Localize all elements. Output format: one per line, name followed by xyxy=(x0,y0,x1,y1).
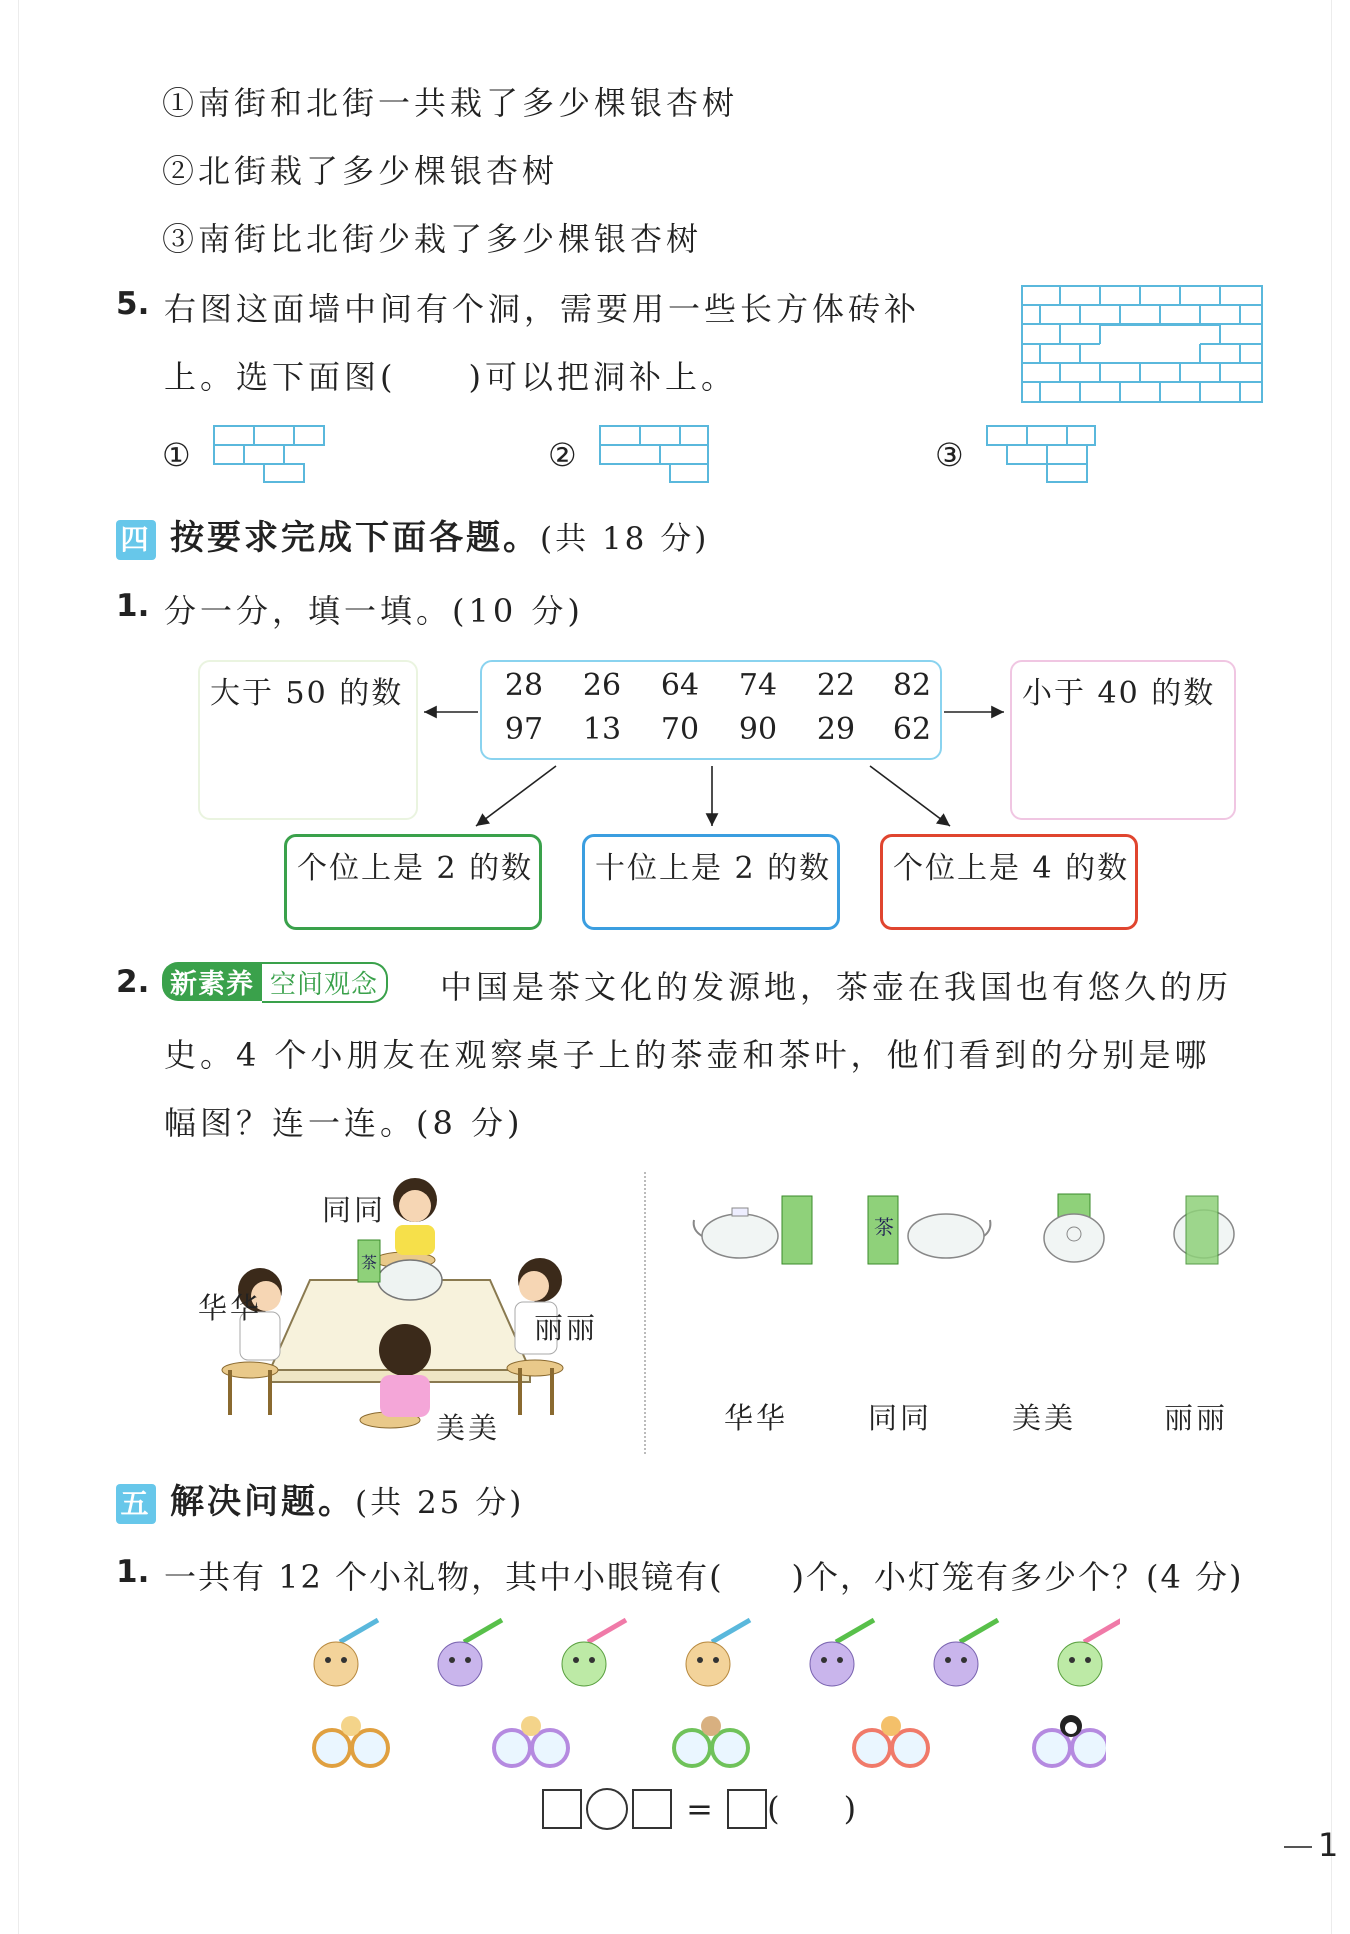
lantern-gift xyxy=(686,1620,750,1686)
glasses-gift xyxy=(674,1716,748,1766)
equation-unit-paren: ( ) xyxy=(767,1789,857,1828)
box-greater-than-50-label: 大于 50 的数 xyxy=(210,676,404,711)
arrow-to-ones4 xyxy=(870,766,950,826)
section-5-heading xyxy=(116,1474,524,1524)
number-cell: 62 xyxy=(892,712,932,747)
sub-question-1: ①南街和北街一共栽了多少棵银杏树 xyxy=(162,84,739,122)
page-number-dash xyxy=(1284,1846,1312,1848)
lantern-gift xyxy=(934,1620,998,1686)
lantern-gift xyxy=(562,1620,626,1686)
glasses-gifts-row xyxy=(306,1710,1106,1780)
number-cell: 22 xyxy=(816,668,856,703)
q4-2-line3: 幅图？连一连。(8 分) xyxy=(164,1104,524,1142)
box-ones-digit-2-label: 个位上是 2 的数 xyxy=(297,851,534,886)
lantern-gift xyxy=(314,1620,378,1686)
q4-2-line1: 中国是茶文化的发源地，茶壶在我国也有悠久的历 xyxy=(440,968,1233,1006)
section-5-title: 解决问题。 xyxy=(170,1482,355,1522)
equation-row xyxy=(542,1784,856,1831)
q4-1-text: 分一分，填一填。(10 分) xyxy=(164,592,584,630)
q5-line2: 上。选下面图( )可以把洞补上。 xyxy=(164,358,737,396)
lantern-gift xyxy=(438,1620,502,1686)
equation-equals: = xyxy=(686,1789,713,1828)
equation-box-2[interactable] xyxy=(632,1789,672,1829)
scene-name-top: 同同 xyxy=(322,1193,387,1227)
sorting-arrows xyxy=(0,0,1350,960)
equation-operator-circle[interactable] xyxy=(586,1788,628,1830)
number-cell: 29 xyxy=(816,712,856,747)
glasses-gift xyxy=(494,1716,568,1766)
answer-name-1: 华华 xyxy=(724,1401,789,1435)
page-number: 1 xyxy=(1318,1826,1339,1864)
equation-result-box[interactable] xyxy=(727,1789,767,1829)
number-cell: 64 xyxy=(660,668,700,703)
question-number-4-2: 2. xyxy=(116,964,150,1000)
scene-divider xyxy=(644,1172,646,1454)
number-cell: 28 xyxy=(504,668,544,703)
q5-option-2-label: ② xyxy=(548,436,581,474)
answer-name-4: 丽丽 xyxy=(1164,1401,1229,1435)
view-picture-4[interactable] xyxy=(1164,1190,1244,1270)
box-tens-digit-2-label: 十位上是 2 的数 xyxy=(595,851,832,886)
number-cell: 70 xyxy=(660,712,700,747)
section-5-badge: 五 xyxy=(116,1484,156,1524)
scene-name-bottom: 美美 xyxy=(436,1411,501,1445)
glasses-gift xyxy=(1034,1715,1106,1766)
question-number-5-1: 1. xyxy=(116,1554,150,1590)
answer-name-2: 同同 xyxy=(868,1401,933,1435)
section-4-title: 按要求完成下面各题。 xyxy=(170,518,540,558)
section-4-points: (共 18 分) xyxy=(540,521,710,557)
q5-line1: 右图这面墙中间有个洞，需要用一些长方体砖补 xyxy=(164,290,921,328)
q5-option-3-label: ③ xyxy=(935,436,968,474)
number-cell: 97 xyxy=(504,712,544,747)
answer-name-3: 美美 xyxy=(1012,1401,1077,1435)
lantern-gifts-row xyxy=(300,1612,1120,1702)
view-picture-1[interactable] xyxy=(690,1190,820,1270)
q5-option-1-label: ① xyxy=(162,436,195,474)
arrow-to-ones2 xyxy=(476,766,556,826)
q5-1-text: 一共有 12 个小礼物，其中小眼镜有( )个，小灯笼有多少个？(4 分) xyxy=(164,1558,1244,1596)
box-ones-digit-4-label: 个位上是 4 的数 xyxy=(893,851,1130,886)
lantern-gift xyxy=(1058,1620,1120,1686)
section-4-badge: 四 xyxy=(116,520,156,560)
section-5-points: (共 25 分) xyxy=(355,1485,525,1521)
literacy-tag-sub: 空间观念 xyxy=(262,962,388,1003)
lantern-gift xyxy=(810,1620,874,1686)
box-less-than-40-label: 小于 40 的数 xyxy=(1022,676,1216,711)
tea-canister-label: 茶 xyxy=(361,1253,378,1272)
question-number-4-1: 1. xyxy=(116,588,150,624)
number-cell: 26 xyxy=(582,668,622,703)
glasses-gift xyxy=(854,1716,928,1766)
q4-2-line2: 史。4 个小朋友在观察桌子上的茶壶和茶叶，他们看到的分别是哪 xyxy=(164,1036,1211,1074)
sub-question-2: ②北街栽了多少棵银杏树 xyxy=(162,152,559,190)
question-number-5: 5. xyxy=(116,286,150,322)
number-cell: 13 xyxy=(582,712,622,747)
equation-box-1[interactable] xyxy=(542,1789,582,1829)
view-2-tea-label: 茶 xyxy=(874,1215,894,1239)
view-picture-3[interactable] xyxy=(1034,1190,1114,1270)
literacy-tag xyxy=(162,962,388,1003)
number-cell: 82 xyxy=(892,668,932,703)
glasses-gift xyxy=(314,1716,388,1766)
scene-name-left: 华华 xyxy=(198,1291,263,1325)
number-cell: 90 xyxy=(738,712,778,747)
view-picture-2[interactable] xyxy=(864,1190,994,1270)
literacy-tag-main: 新素养 xyxy=(162,962,262,1001)
number-cell: 74 xyxy=(738,668,778,703)
sub-question-3: ③南街比北街少栽了多少棵银杏树 xyxy=(162,220,703,258)
scene-name-right: 丽丽 xyxy=(534,1311,599,1345)
